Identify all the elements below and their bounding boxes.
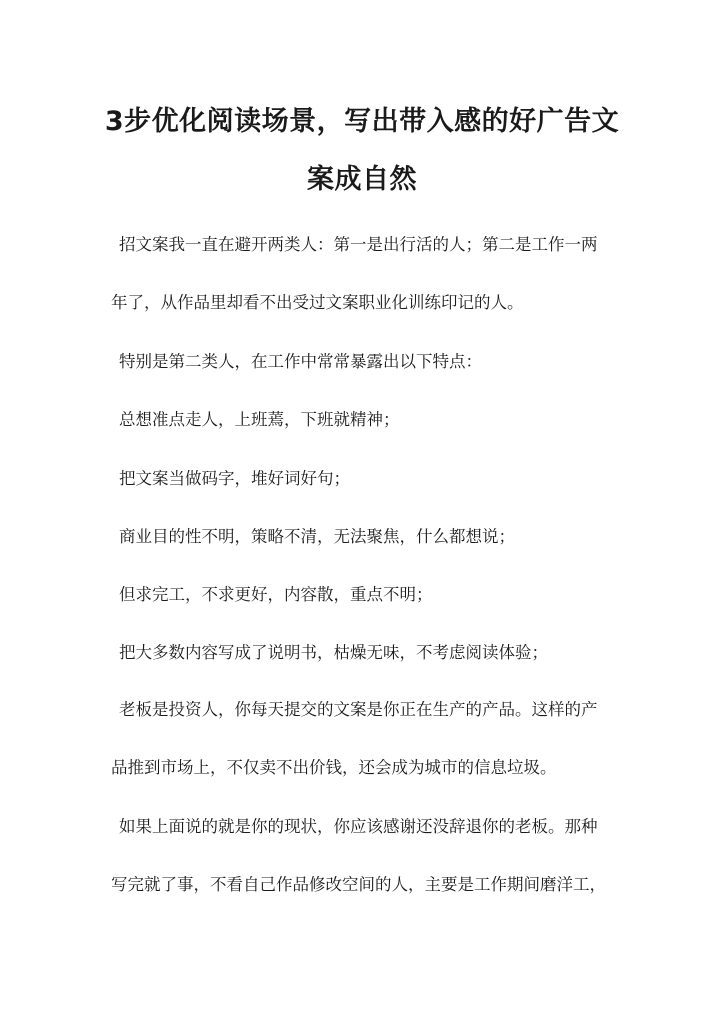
paragraph-line: 把文案当做码字，堆好词好句； — [119, 469, 350, 488]
paragraph-line: 年了，从作品里却看不出受过文案职业化训练印记的人。 — [111, 293, 524, 312]
paragraph-line: 但求完工，不求更好，内容散，重点不明； — [119, 585, 433, 604]
paragraph-line: 商业目的性不明，策略不清，无法聚焦，什么都想说； — [119, 527, 515, 546]
paragraph-line: 品推到市场上，不仅卖不出价钱，还会成为城市的信息垃圾。 — [111, 758, 557, 777]
paragraph-line: 如果上面说的就是你的现状，你应该感谢还没辞退你的老板。那种 — [119, 817, 598, 836]
paragraph-line: 老板是投资人，你每天提交的文案是你正在生产的产品。这样的产 — [119, 700, 598, 719]
document-title-line-2: 案成自然 — [307, 164, 417, 195]
paragraph-line: 把大多数内容写成了说明书，枯燥无味，不考虑阅读体验； — [119, 643, 548, 662]
paragraph-line: 招文案我一直在避开两类人：第一是出行活的人；第二是工作一两 — [119, 235, 598, 254]
paragraph-line: 写完就了事，不看自己作品修改空间的人，主要是工作期间磨洋工， — [111, 875, 606, 894]
paragraph-line: 总想准点走人，上班蔫，下班就精神； — [119, 410, 400, 429]
paragraph-line: 特别是第二类人，在工作中常常暴露出以下特点： — [119, 352, 482, 371]
document-title-line-1: 3步优化阅读场景，写出带入感的好广告文 — [104, 106, 620, 137]
